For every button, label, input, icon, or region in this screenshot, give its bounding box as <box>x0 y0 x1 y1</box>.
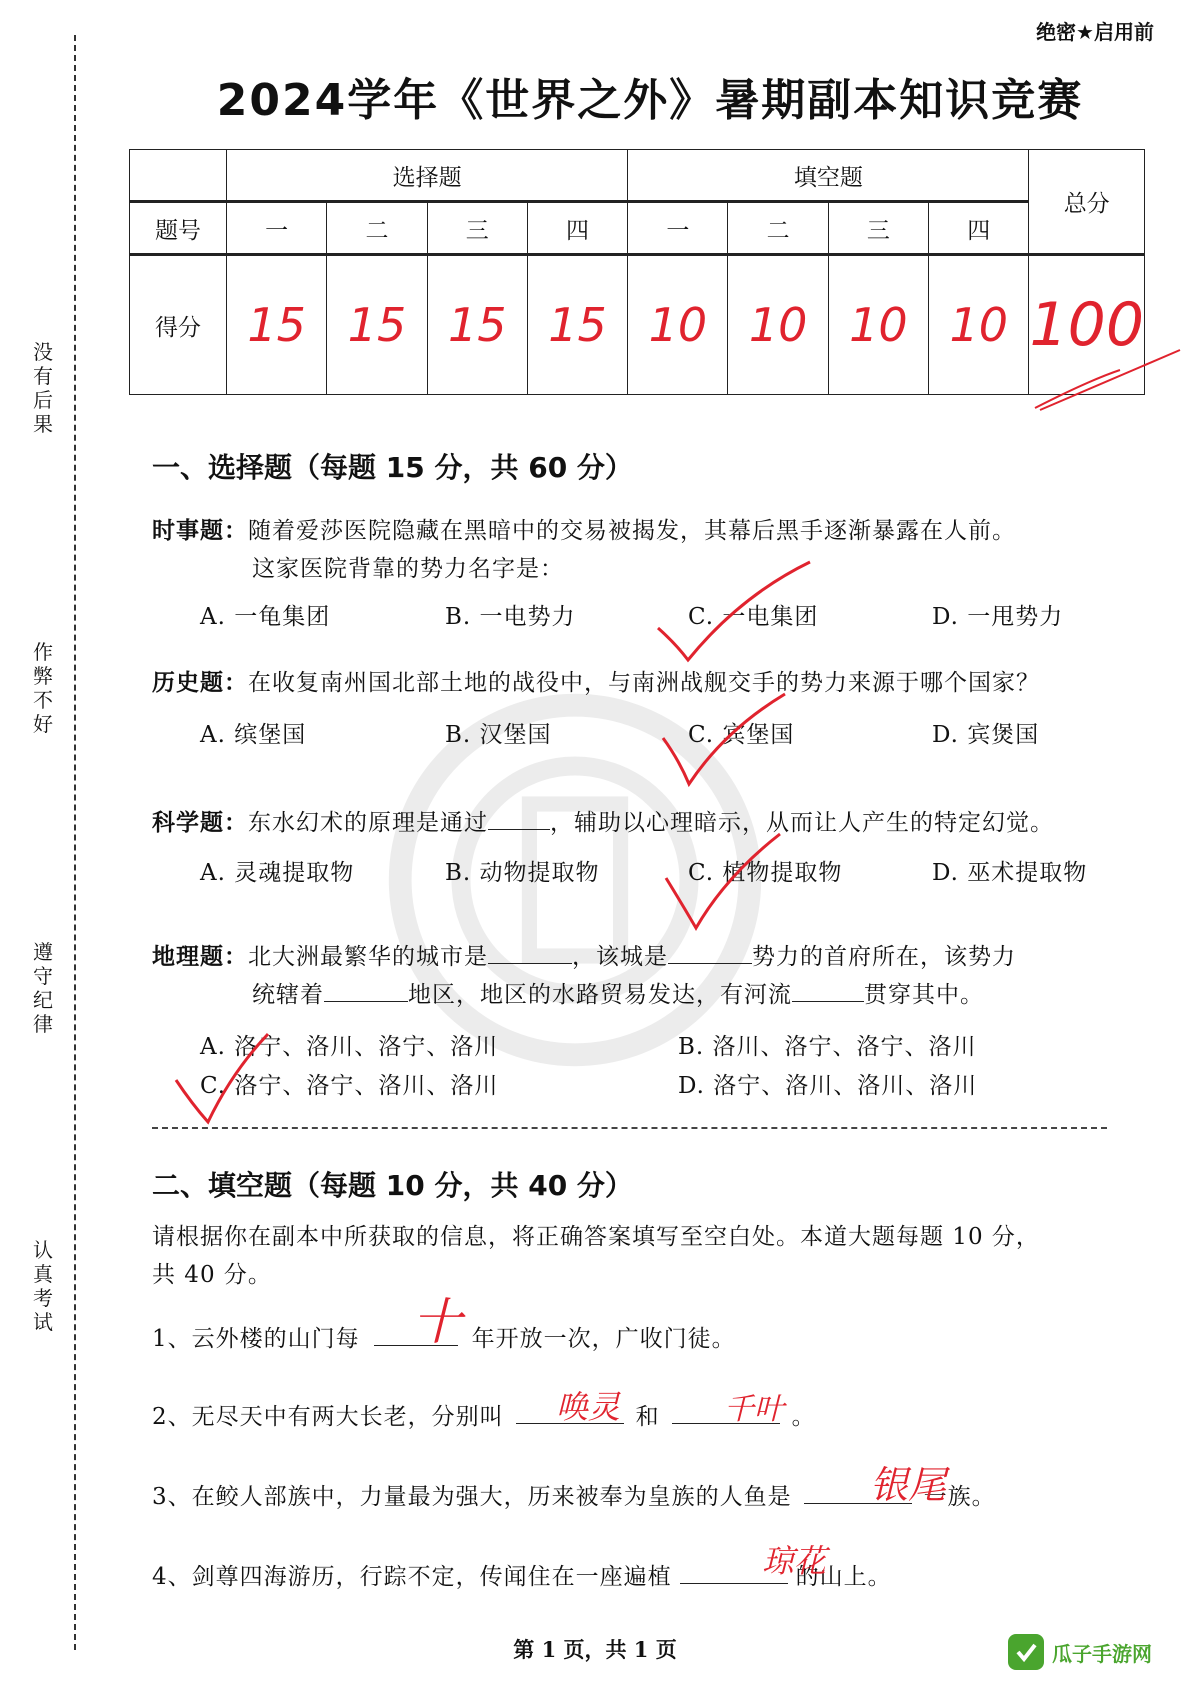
q4-blank-2 <box>668 941 752 964</box>
q2-label: 历史题： <box>152 670 248 696</box>
row-label-score: 得分 <box>130 255 227 395</box>
handwritten-score: 10 <box>949 298 1009 352</box>
q2-option-d: D. 宾煲国 <box>932 722 1040 748</box>
site-logo <box>1006 1632 1152 1672</box>
q3-option-a: A. 灵魂提取物 <box>200 860 355 886</box>
q3-option-c: C. 植物提取物 <box>688 860 843 886</box>
q2-option-c: C. 宾堡国 <box>688 722 795 748</box>
section2-heading: 二、填空题（每题 10 分，共 40 分） <box>152 1169 633 1202</box>
question-number: 二 <box>327 202 427 255</box>
check-mark-icon <box>168 1028 278 1128</box>
section2-intro-1: 请根据你在副本中所获取的信息，将正确答案填写至空白处。本道大题每题 10 分， <box>152 1224 1040 1250</box>
fill-q4-text-b: 的山上。 <box>795 1564 892 1590</box>
q4-line1 <box>152 938 1016 971</box>
handwritten-score: 15 <box>447 298 507 352</box>
fill-q1-text-a: 1、云外楼的山门每 <box>152 1326 360 1352</box>
fill-q2-answer-2: 千叶 <box>724 1392 784 1427</box>
logo-icon <box>1006 1632 1046 1672</box>
fill-q2-answer-1: 唤灵 <box>556 1388 621 1426</box>
question-number: 二 <box>728 202 828 255</box>
check-mark-icon <box>655 690 795 790</box>
q4-option-d: D. 洛宁、洛川、洛川、洛川 <box>678 1073 978 1099</box>
section2-intro-2: 共 40 分。 <box>152 1262 272 1288</box>
question-number: 四 <box>527 202 627 255</box>
question-number: 四 <box>929 202 1029 255</box>
fill-q1-answer: 十 <box>412 1293 462 1351</box>
q3-text-b: ，辅助以心理暗示，从而让人产生的特定幻觉。 <box>550 810 1054 836</box>
question-number: 一 <box>227 202 327 255</box>
q4-text-1a: 北大洲最繁华的城市是 <box>248 944 488 970</box>
q4-blank-1 <box>488 941 572 964</box>
handwritten-score: 10 <box>648 298 708 352</box>
q2-line1 <box>152 664 1040 697</box>
q2-text: 在收复南州国北部土地的战役中，与南洲战舰交手的势力来源于哪个国家？ <box>248 670 1040 696</box>
q3-blank <box>488 807 550 830</box>
side-note-4: 认真考试 <box>33 1238 55 1334</box>
check-mark-icon <box>650 556 820 666</box>
fill-q2-text-a: 2、无尽天中有两大长老，分别叫 <box>152 1404 504 1430</box>
side-note-1: 没有后果 <box>33 340 55 436</box>
q4-text-2b: 地区，地区的水路贸易发达，有河流 <box>408 982 792 1008</box>
side-note-2: 作弊不好 <box>33 640 55 736</box>
q4-text-2a: 统辖着 <box>252 982 324 1008</box>
question-number: 一 <box>628 202 728 255</box>
q1-option-b: B. 一电势力 <box>445 604 576 630</box>
handwritten-score: 15 <box>247 298 306 352</box>
q2-option-b: B. 汉堡国 <box>445 722 552 748</box>
q4-text-2c: 贯穿其中。 <box>864 982 984 1008</box>
q3-label: 科学题： <box>152 810 248 836</box>
side-note-3: 遵守纪律 <box>33 940 55 1036</box>
q4-option-a: A. 洛宁、洛川、洛宁、洛川 <box>200 1034 499 1060</box>
q1-label: 时事题： <box>152 518 248 544</box>
q1-option-c: C. 一电集团 <box>688 604 819 630</box>
fill-q3-text-a: 3、在鲛人部族中，力量最为强大，历来被奉为皇族的人鱼是 <box>152 1484 792 1510</box>
fill-q4-text-a: 4、剑尊四海游历，行踪不定，传闻住在一座遍植 <box>152 1564 672 1590</box>
q4-blank-3 <box>324 979 408 1002</box>
row-label-number: 题号 <box>130 202 227 255</box>
q3-line1 <box>152 804 1054 837</box>
q2-option-a: A. 缤堡国 <box>200 722 307 748</box>
page-footer: 第 1 页，共 1 页 <box>513 1637 677 1662</box>
total-header: 总分 <box>1029 150 1145 255</box>
fill-q1-text-b: 年开放一次，广收门徒。 <box>471 1326 736 1352</box>
q4-blank-4 <box>792 979 864 1002</box>
fill-q2-text-c: 。 <box>791 1404 816 1430</box>
logo-text: 瓜子手游网 <box>1052 1641 1152 1666</box>
q4-line2 <box>252 976 984 1009</box>
fill-q2-text-b: 和 <box>635 1404 660 1430</box>
q1-line2: 这家医院背靠的势力名字是： <box>252 556 564 582</box>
choice-group-header: 选择题 <box>227 150 628 202</box>
score-table <box>129 149 1145 395</box>
q4-text-1c: 势力的首府所在，该势力 <box>752 944 1016 970</box>
handwritten-score: 10 <box>748 298 808 352</box>
q1-text: 随着爱莎医院隐藏在黑暗中的交易被揭发，其幕后黑手逐渐暴露在人前。 <box>248 518 1016 544</box>
total-flourish-mark <box>1030 340 1190 420</box>
binding-dashed-line <box>74 35 76 1650</box>
q3-text-a: 东水幻术的原理是通过 <box>248 810 488 836</box>
fill-group-header: 填空题 <box>628 150 1029 202</box>
q3-option-b: B. 动物提取物 <box>445 860 600 886</box>
q1-option-a: A. 一龟集团 <box>200 604 331 630</box>
q4-option-c: C. 洛宁、洛宁、洛川、洛川 <box>200 1073 499 1099</box>
table-corner-cell <box>130 150 227 202</box>
fill-q4-answer: 琼花 <box>762 1542 827 1580</box>
handwritten-score: 15 <box>347 298 407 352</box>
handwritten-total-score: 100 <box>1029 290 1144 360</box>
fill-q3-text-b: 一族。 <box>923 1484 996 1510</box>
confidential-label: 绝密★启用前 <box>1036 20 1154 44</box>
q4-text-1b: ，该城是 <box>572 944 668 970</box>
q4-option-b: B. 洛川、洛宁、洛宁、洛川 <box>678 1034 977 1060</box>
q1-line1 <box>152 512 1016 545</box>
question-number: 三 <box>427 202 527 255</box>
section1-heading: 一、选择题（每题 15 分，共 60 分） <box>152 451 633 484</box>
q4-label: 地理题： <box>152 944 248 970</box>
handwritten-score: 10 <box>849 298 908 352</box>
handwritten-score: 15 <box>548 298 607 352</box>
q1-option-d: D. 一甩势力 <box>932 604 1064 630</box>
check-mark-icon <box>660 828 790 938</box>
section-divider <box>152 1127 1107 1129</box>
fill-q2 <box>152 1398 816 1431</box>
q3-option-d: D. 巫术提取物 <box>932 860 1088 886</box>
fill-q3-answer: 银尾 <box>870 1463 947 1507</box>
page-title: 2024学年《世界之外》暑期副本知识竞赛 <box>216 75 1084 126</box>
question-number: 三 <box>828 202 928 255</box>
